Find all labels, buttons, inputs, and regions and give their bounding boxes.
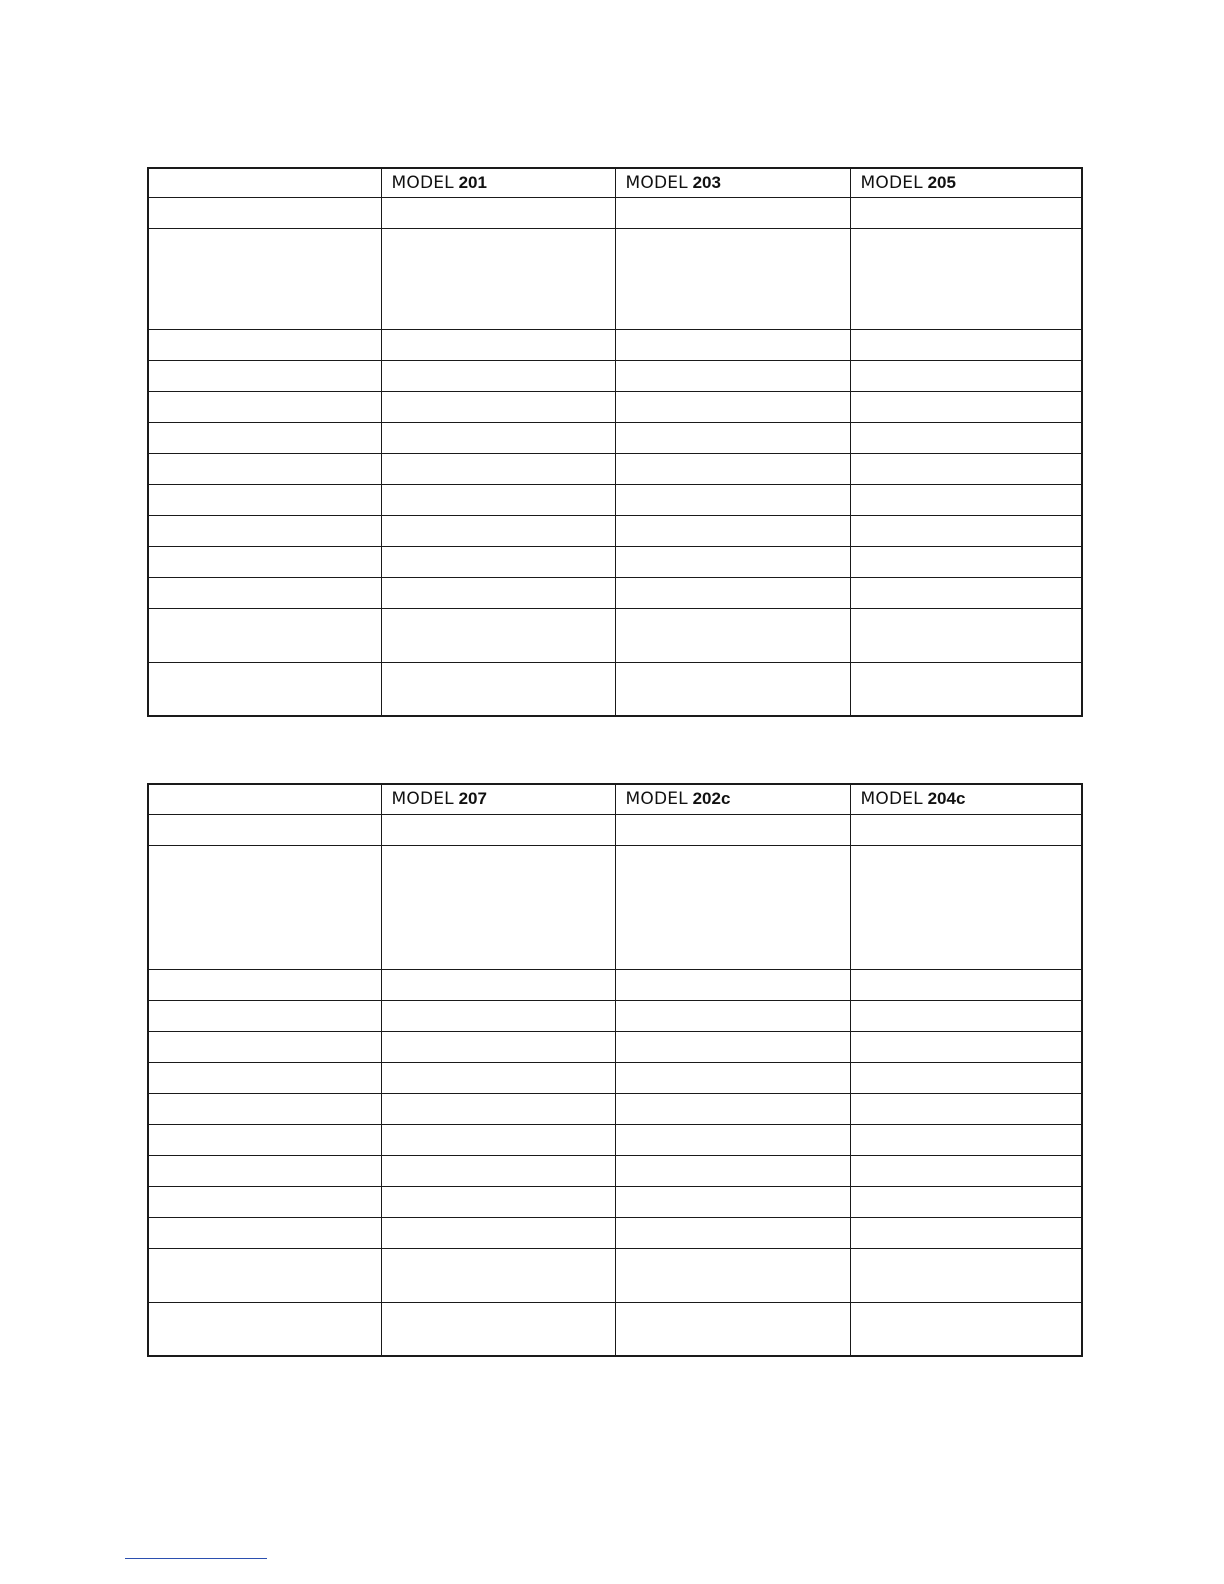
table-cell xyxy=(381,1124,615,1155)
table-cell xyxy=(381,1186,615,1217)
model-header-cell: MODEL 204c xyxy=(850,784,1082,814)
table-cell xyxy=(615,969,850,1000)
table-cell xyxy=(381,577,615,608)
table-row xyxy=(148,1000,1082,1031)
table-cell xyxy=(850,662,1082,716)
table-row xyxy=(148,1093,1082,1124)
table-cell xyxy=(850,1031,1082,1062)
table-cell xyxy=(850,1000,1082,1031)
table-cell xyxy=(148,484,381,515)
table-cell xyxy=(148,577,381,608)
table-cell xyxy=(850,228,1082,329)
table-cell xyxy=(850,197,1082,228)
table-row xyxy=(148,1155,1082,1186)
table-cell xyxy=(615,1186,850,1217)
table-cell xyxy=(381,329,615,360)
table-row xyxy=(148,1031,1082,1062)
table-cell xyxy=(148,422,381,453)
table-cell xyxy=(381,453,615,484)
header-row xyxy=(148,784,1082,814)
table-cell xyxy=(850,515,1082,546)
table-cell xyxy=(615,662,850,716)
table-cell xyxy=(615,228,850,329)
table-cell xyxy=(148,228,381,329)
table-cell xyxy=(381,1062,615,1093)
table-cell xyxy=(615,422,850,453)
table-cell xyxy=(850,1093,1082,1124)
table-cell xyxy=(148,515,381,546)
table-cell xyxy=(148,360,381,391)
table-row xyxy=(148,546,1082,577)
table-row xyxy=(148,197,1082,228)
table-cell xyxy=(148,1031,381,1062)
table-row xyxy=(148,1062,1082,1093)
table-cell xyxy=(381,1000,615,1031)
table-cell xyxy=(148,608,381,662)
table-row xyxy=(148,1217,1082,1248)
table-cell xyxy=(381,546,615,577)
table-cell xyxy=(615,1062,850,1093)
table-cell xyxy=(381,1302,615,1356)
table-cell xyxy=(381,1093,615,1124)
table-cell xyxy=(381,608,615,662)
table-cell xyxy=(148,391,381,422)
table-cell xyxy=(615,1217,850,1248)
table-cell xyxy=(381,662,615,716)
table-cell xyxy=(381,484,615,515)
table-cell xyxy=(850,453,1082,484)
table-cell xyxy=(148,546,381,577)
table-cell xyxy=(148,814,381,845)
table-row xyxy=(148,391,1082,422)
table-cell xyxy=(148,1093,381,1124)
table-cell xyxy=(850,360,1082,391)
model-header-cell: MODEL 202c xyxy=(615,784,850,814)
table-cell xyxy=(615,360,850,391)
table-cell xyxy=(615,197,850,228)
table-row xyxy=(148,1124,1082,1155)
table-row xyxy=(148,422,1082,453)
table-cell xyxy=(381,1155,615,1186)
model-header-cell: MODEL 207 xyxy=(381,784,615,814)
table-cell xyxy=(850,608,1082,662)
table-cell xyxy=(148,969,381,1000)
table-cell xyxy=(148,662,381,716)
table-cell xyxy=(148,1248,381,1302)
table-cell xyxy=(615,1031,850,1062)
table-row xyxy=(148,484,1082,515)
table-cell xyxy=(850,1217,1082,1248)
table-cell xyxy=(615,484,850,515)
table-row xyxy=(148,515,1082,546)
table-cell xyxy=(850,546,1082,577)
table-cell xyxy=(381,814,615,845)
table-cell xyxy=(615,1155,850,1186)
table-cell xyxy=(615,329,850,360)
table-cell xyxy=(381,360,615,391)
table-row xyxy=(148,608,1082,662)
table-cell xyxy=(381,1217,615,1248)
table-row xyxy=(148,969,1082,1000)
table-row xyxy=(148,845,1082,969)
table-cell xyxy=(381,1031,615,1062)
table-cell xyxy=(850,1248,1082,1302)
table-row xyxy=(148,662,1082,716)
table-cell xyxy=(615,577,850,608)
table-cell xyxy=(850,845,1082,969)
table-cell xyxy=(148,1217,381,1248)
table-cell xyxy=(850,1186,1082,1217)
table-cell xyxy=(850,1062,1082,1093)
table-cell xyxy=(615,1093,850,1124)
table-cell xyxy=(615,391,850,422)
table-cell xyxy=(615,814,850,845)
table-cell xyxy=(850,422,1082,453)
table-cell xyxy=(381,197,615,228)
table-cell xyxy=(850,484,1082,515)
header-cell-blank xyxy=(148,168,381,197)
table-row xyxy=(148,1302,1082,1356)
table-cell xyxy=(148,453,381,484)
model-header-cell: MODEL 201 xyxy=(381,168,615,197)
table-cell xyxy=(850,577,1082,608)
table-cell xyxy=(381,969,615,1000)
table-cell xyxy=(381,845,615,969)
table-cell xyxy=(850,329,1082,360)
table-cell xyxy=(850,1124,1082,1155)
table-cell xyxy=(148,197,381,228)
table-cell xyxy=(615,845,850,969)
table-row xyxy=(148,577,1082,608)
table-cell xyxy=(615,515,850,546)
table-cell xyxy=(615,1248,850,1302)
table-cell xyxy=(148,1062,381,1093)
table-cell xyxy=(148,1302,381,1356)
table-row xyxy=(148,329,1082,360)
table-cell xyxy=(850,814,1082,845)
spec-table-top xyxy=(147,167,1083,717)
table-cell xyxy=(381,422,615,453)
model-header-cell: MODEL 205 xyxy=(850,168,1082,197)
table-cell xyxy=(381,515,615,546)
table-row xyxy=(148,360,1082,391)
table-cell xyxy=(148,1124,381,1155)
table-cell xyxy=(850,969,1082,1000)
footnote-separator xyxy=(125,1558,267,1559)
table-cell xyxy=(148,1186,381,1217)
table-row xyxy=(148,814,1082,845)
header-row xyxy=(148,168,1082,197)
header-cell-blank xyxy=(148,784,381,814)
model-header-cell: MODEL 203 xyxy=(615,168,850,197)
table-cell xyxy=(615,1000,850,1031)
table-cell xyxy=(148,1000,381,1031)
table-cell xyxy=(615,1124,850,1155)
table-row xyxy=(148,1248,1082,1302)
table-cell xyxy=(850,1155,1082,1186)
table-cell xyxy=(381,1248,615,1302)
table-row xyxy=(148,453,1082,484)
table-cell xyxy=(615,546,850,577)
table-row xyxy=(148,1186,1082,1217)
table-cell xyxy=(615,453,850,484)
table-cell xyxy=(850,1302,1082,1356)
table-cell xyxy=(381,391,615,422)
table-cell xyxy=(615,608,850,662)
table-cell xyxy=(615,1302,850,1356)
table-cell xyxy=(148,329,381,360)
table-cell xyxy=(148,845,381,969)
table-row xyxy=(148,228,1082,329)
table-cell xyxy=(850,391,1082,422)
table-cell xyxy=(381,228,615,329)
table-cell xyxy=(148,1155,381,1186)
spec-table-bottom xyxy=(147,783,1083,1357)
